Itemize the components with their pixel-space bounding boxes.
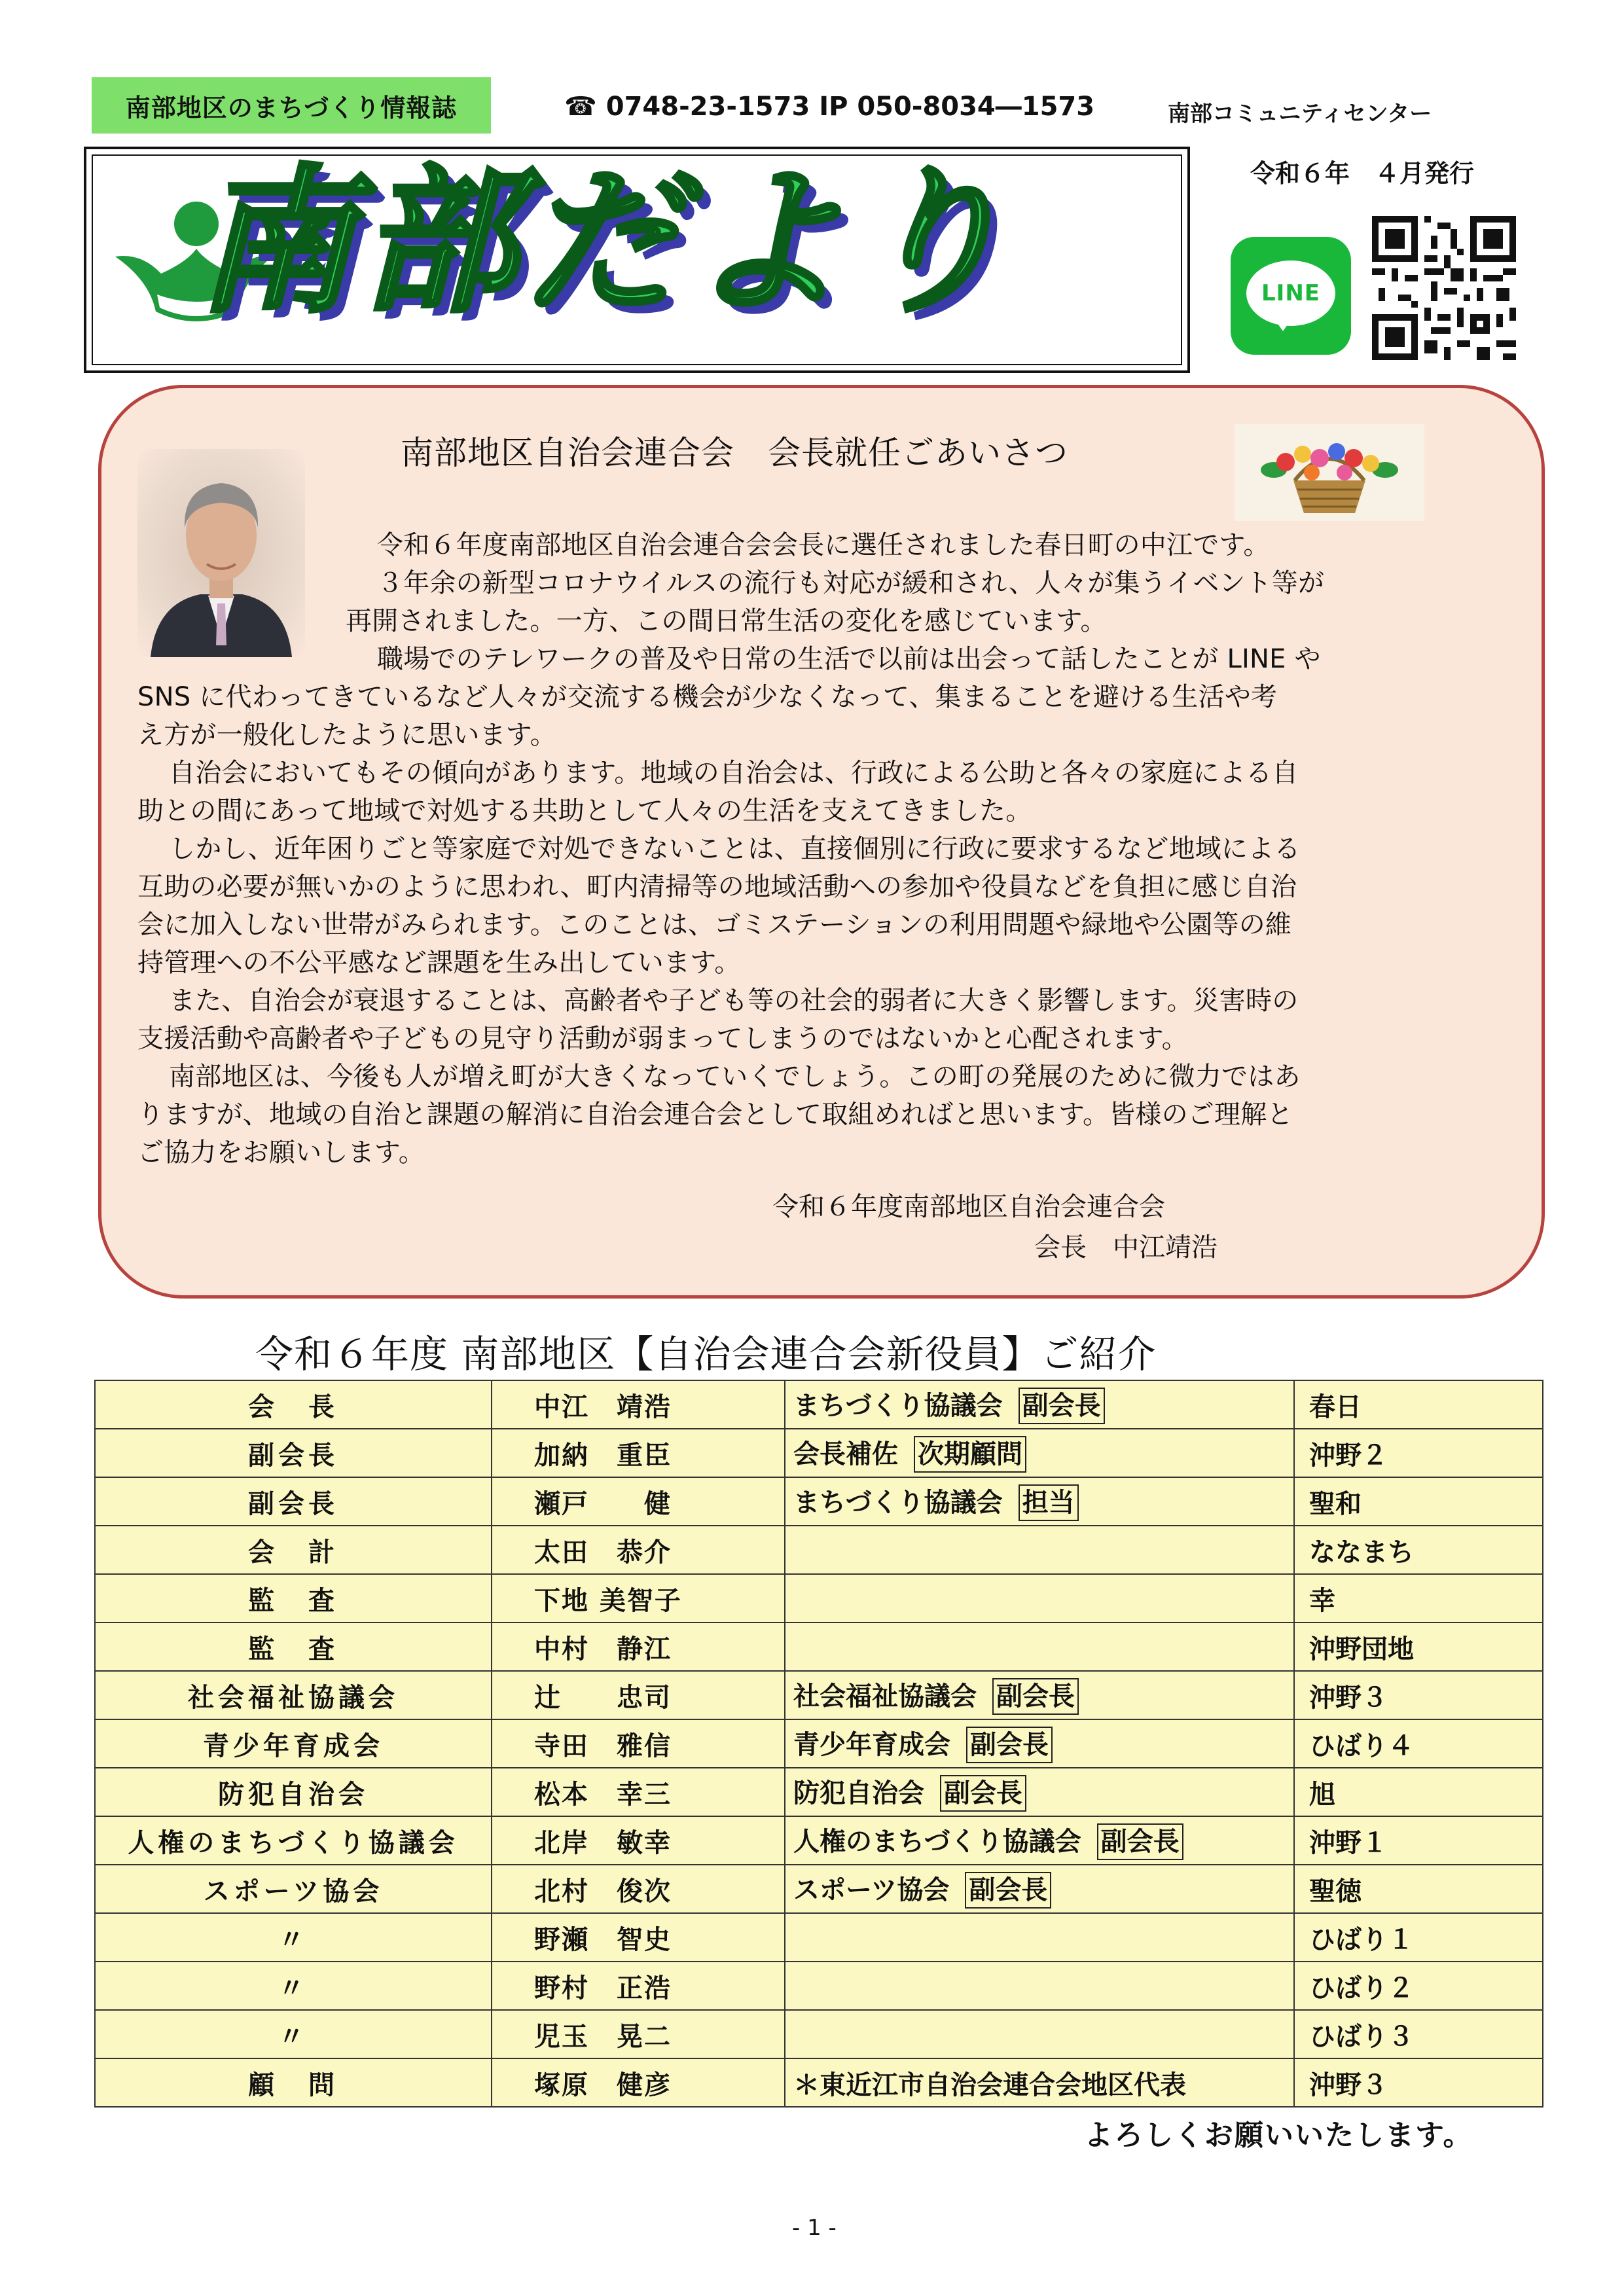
- affiliation-position-badge: 副会長: [940, 1775, 1026, 1812]
- greeting-line: 再開されました。一方、この間日常生活の変化を感じています。: [346, 606, 1107, 636]
- greeting-line: SNS に代わってきているなど人々が交流する機会が少なくなって、集まることを避ける生活や考: [137, 682, 1278, 712]
- affiliation-name: まちづくり協議会: [793, 1391, 1003, 1421]
- officer-role: 〃: [95, 2010, 492, 2058]
- community-center-name: 南部コミュニティセンター: [1168, 101, 1432, 127]
- affiliation-position-badge: 副会長: [1097, 1823, 1183, 1860]
- table-row: [95, 1526, 1543, 1574]
- officer-name: 塚原 健彦: [492, 2058, 785, 2107]
- greeting-line: え方が一般化したように思います。: [137, 720, 556, 750]
- officer-affiliation: [785, 2058, 1294, 2107]
- officer-role: 防犯自治会: [95, 1768, 492, 1816]
- officer-area: 聖徳: [1294, 1865, 1543, 1913]
- officer-role: 社会福祉協議会: [95, 1671, 492, 1719]
- officer-affiliation: [785, 1477, 1294, 1526]
- affiliation-position-badge: 担当: [1019, 1484, 1079, 1521]
- officer-affiliation: [785, 1816, 1294, 1865]
- affiliation-name: ＊東近江市自治会連合会地区代表: [793, 2070, 1186, 2100]
- greeting-line: ３年余の新型コロナウイルスの流行も対応が緩和され、人々が集うイベント等が: [377, 568, 1325, 598]
- officer-affiliation: [785, 1913, 1294, 1962]
- qr-code-icon[interactable]: [1372, 216, 1516, 360]
- table-row: [95, 1865, 1543, 1913]
- table-row: [95, 1962, 1543, 2010]
- officer-name: 野村 正浩: [492, 1962, 785, 2010]
- phone-numbers: ☎ 0748-23-1573 IP 050-8034―1573: [564, 92, 1095, 122]
- officer-area: ななまち: [1294, 1526, 1543, 1574]
- portrait-image: [137, 449, 305, 657]
- officer-name: 下地 美智子: [492, 1574, 785, 1623]
- officer-role: 副会長: [95, 1477, 492, 1526]
- greeting-line: 会に加入しない世帯がみられます。このことは、ゴミステーションの利用問題や緑地や公園等の維: [137, 910, 1292, 940]
- affiliation-name: 社会福祉協議会: [793, 1681, 977, 1712]
- roster-title: 令和６年度 南部地区【自治会連合会新役員】ご紹介: [255, 1332, 1157, 1376]
- table-row: [95, 1429, 1543, 1477]
- table-row: [95, 2058, 1543, 2107]
- greeting-line: しかし、近年困りごと等家庭で対処できないことは、直接個別に行政に要求するなど地域による: [169, 834, 1301, 864]
- affiliation-name: 会長補佐: [793, 1439, 898, 1469]
- greeting-line: 支援活動や高齢者や子どもの見守り活動が弱まってしまうのではないかと心配されます。: [137, 1024, 1188, 1054]
- officer-role: 会 計: [95, 1526, 492, 1574]
- officer-name: 寺田 雅信: [492, 1719, 785, 1768]
- officer-area: 沖野３: [1294, 1671, 1543, 1719]
- officer-role: 副会長: [95, 1429, 492, 1477]
- officer-affiliation: [785, 1623, 1294, 1671]
- greeting-line: 南部地区は、今後も人が増え町が大きくなっていくでしょう。この町の発展のために微力ではあ: [169, 1062, 1301, 1092]
- officer-area: 幸: [1294, 1574, 1543, 1623]
- officer-name: 北村 俊次: [492, 1865, 785, 1913]
- officer-role: スポーツ協会: [95, 1865, 492, 1913]
- newsletter-tagline: 南部地区のまちづくり情報誌: [92, 77, 491, 134]
- affiliation-name: まちづくり協議会: [793, 1488, 1003, 1518]
- officer-affiliation: [785, 1671, 1294, 1719]
- officer-affiliation: [785, 1574, 1294, 1623]
- affiliation-name: 青少年育成会: [793, 1730, 950, 1760]
- affiliation-position-badge: 次期顧問: [914, 1436, 1026, 1473]
- officer-area: 沖野団地: [1294, 1623, 1543, 1671]
- officer-roster-table: [94, 1380, 1543, 2108]
- table-row: [95, 1671, 1543, 1719]
- officer-area: 沖野１: [1294, 1816, 1543, 1865]
- greeting-line: 令和６年度南部地区自治会連合会会長に選任されました春日町の中江です。: [377, 530, 1270, 560]
- greeting-line: 自治会においてもその傾向があります。地域の自治会は、行政による公助と各々の家庭による自: [169, 758, 1299, 788]
- officer-role: 人権のまちづくり協議会: [95, 1816, 492, 1865]
- table-row: [95, 1719, 1543, 1768]
- officer-role: 〃: [95, 1962, 492, 2010]
- officer-affiliation: [785, 1962, 1294, 2010]
- officer-name: 太田 恭介: [492, 1526, 785, 1574]
- officer-area: 聖和: [1294, 1477, 1543, 1526]
- table-row: [95, 1574, 1543, 1623]
- greeting-line: りますが、地域の自治と課題の解消に自治会連合会として取組めればと思います。皆様のご理解と: [137, 1100, 1293, 1130]
- officer-role: 会 長: [95, 1380, 492, 1429]
- officer-affiliation: [785, 1380, 1294, 1429]
- officer-area: 旭: [1294, 1768, 1543, 1816]
- affiliation-name: 防犯自治会: [793, 1778, 924, 1808]
- greeting-line: 互助の必要が無いかのように思われ、町内清掃等の地域活動への参加や役員などを負担に感じ自治: [137, 872, 1297, 902]
- signature-organization: 令和６年度南部地区自治会連合会: [772, 1192, 1165, 1222]
- greeting-line: 助との間にあって地域で対処する共助として人々の生活を支えてきました。: [137, 796, 1032, 826]
- affiliation-name: スポーツ協会: [793, 1875, 950, 1905]
- officer-name: 児玉 晃二: [492, 2010, 785, 2058]
- table-row: [95, 1913, 1543, 1962]
- officer-name: 松本 幸三: [492, 1768, 785, 1816]
- officer-affiliation: [785, 1865, 1294, 1913]
- table-row: [95, 1816, 1543, 1865]
- greeting-line: ご協力をお願いします。: [137, 1138, 425, 1168]
- table-row: [95, 1768, 1543, 1816]
- newsletter-title: 南部だより: [196, 151, 1015, 334]
- officer-name: 加納 重臣: [492, 1429, 785, 1477]
- officer-area: ひばり４: [1294, 1719, 1543, 1768]
- chairman-photo: [137, 449, 305, 657]
- officer-role: 監 査: [95, 1574, 492, 1623]
- signature-name: 会長 中江靖浩: [1034, 1232, 1218, 1263]
- officer-area: ひばり１: [1294, 1913, 1543, 1962]
- line-app-icon[interactable]: [1231, 237, 1351, 355]
- officer-area: 沖野３: [1294, 2058, 1543, 2107]
- officer-role: 〃: [95, 1913, 492, 1962]
- officer-affiliation: [785, 1768, 1294, 1816]
- flower-basket-icon: [1235, 424, 1424, 521]
- officer-affiliation: [785, 2010, 1294, 2058]
- page-number: - 1 -: [792, 2215, 837, 2241]
- officer-role: 顧 問: [95, 2058, 492, 2107]
- greeting-heading: 南部地区自治会連合会 会長就任ごあいさつ: [401, 434, 1068, 472]
- affiliation-position-badge: 副会長: [966, 1727, 1053, 1763]
- officer-name: 中江 靖浩: [492, 1380, 785, 1429]
- officer-name: 野瀬 智史: [492, 1913, 785, 1962]
- affiliation-position-badge: 副会長: [965, 1872, 1051, 1909]
- greeting-line: 持管理への不公平感など課題を生み出しています。: [137, 948, 741, 978]
- officer-area: ひばり２: [1294, 1962, 1543, 2010]
- officer-name: 辻 忠司: [492, 1671, 785, 1719]
- table-row: [95, 2010, 1543, 2058]
- table-row: [95, 1477, 1543, 1526]
- line-label: LINE: [1261, 280, 1320, 306]
- affiliation-position-badge: 副会長: [992, 1678, 1079, 1715]
- officer-affiliation: [785, 1429, 1294, 1477]
- closing-message: よろしくお願いいたします。: [1084, 2119, 1473, 2152]
- affiliation-position-badge: 副会長: [1019, 1388, 1105, 1424]
- officer-area: 沖野２: [1294, 1429, 1543, 1477]
- officer-name: 北岸 敏幸: [492, 1816, 785, 1865]
- greeting-line: また、自治会が衰退することは、高齢者や子ども等の社会的弱者に大きく影響します。災害時の: [169, 986, 1299, 1016]
- issue-date: 令和６年 ４月発行: [1250, 159, 1475, 188]
- officer-affiliation: [785, 1526, 1294, 1574]
- officer-role: 青少年育成会: [95, 1719, 492, 1768]
- greeting-line: 職場でのテレワークの普及や日常の生活で以前は出会って話したことが LINE や: [377, 644, 1321, 674]
- officer-name: 瀬戸 健: [492, 1477, 785, 1526]
- officer-area: 春日: [1294, 1380, 1543, 1429]
- table-row: [95, 1380, 1543, 1429]
- table-row: [95, 1623, 1543, 1671]
- officer-area: ひばり３: [1294, 2010, 1543, 2058]
- officer-role: 監 査: [95, 1623, 492, 1671]
- officer-name: 中村 静江: [492, 1623, 785, 1671]
- officer-affiliation: [785, 1719, 1294, 1768]
- affiliation-name: 人権のまちづくり協議会: [793, 1827, 1081, 1857]
